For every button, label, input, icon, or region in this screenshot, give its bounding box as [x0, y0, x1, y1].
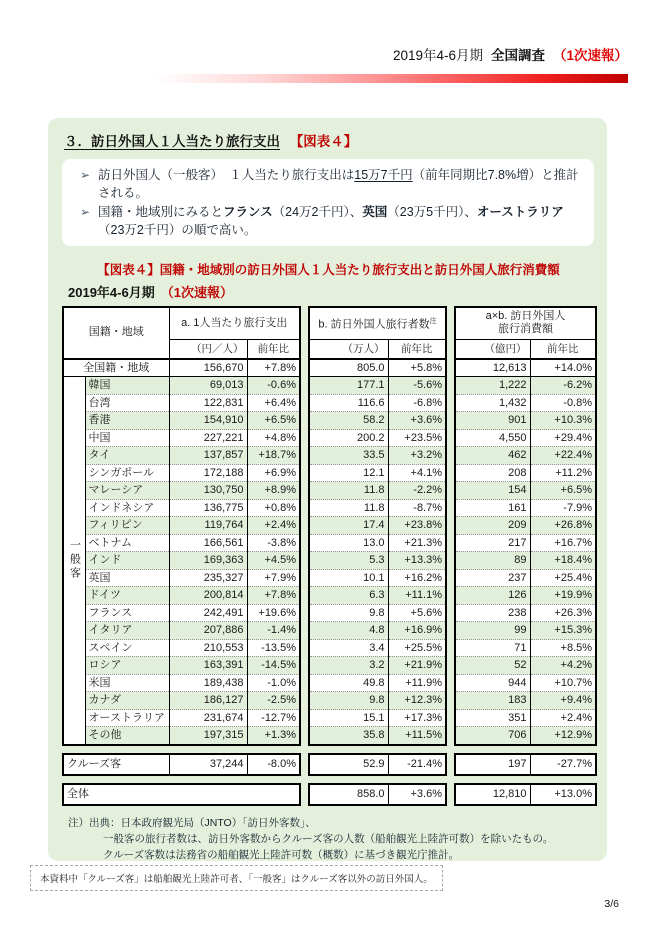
summary-box — [62, 159, 594, 246]
row-label: フィリピン — [85, 517, 169, 535]
a-yoy: -2.5% — [247, 692, 300, 710]
summary-bullet-2 — [72, 203, 582, 239]
ab-value: 944 — [455, 674, 530, 692]
b-yoy: +13.3% — [388, 552, 446, 570]
bullet-2-country-1: フランス — [223, 205, 273, 219]
header-ab-line1: a×b. 訪日外国人 — [485, 310, 566, 323]
a-value: 235,327 — [169, 569, 247, 587]
ab-value: 197 — [455, 754, 530, 775]
bullet-2-text — [98, 203, 582, 239]
ab-yoy: +22.4% — [530, 447, 596, 465]
ab-yoy: +8.5% — [530, 639, 596, 657]
ab-yoy: +13.0% — [530, 784, 596, 805]
ab-yoy: +18.4% — [530, 552, 596, 570]
ab-value: 161 — [455, 499, 530, 517]
row-label: 全国籍・地域 — [63, 359, 169, 377]
spending-table — [62, 306, 597, 746]
ab-yoy: +11.2% — [530, 464, 596, 482]
table-row — [63, 464, 596, 482]
row-label: 英国 — [85, 569, 169, 587]
ab-value: 12,810 — [455, 784, 530, 805]
b-value: 11.8 — [309, 499, 388, 517]
row-label: ベトナム — [85, 534, 169, 552]
b-yoy: +12.3% — [388, 692, 446, 710]
b-value: 17.4 — [309, 517, 388, 535]
ab-value: 901 — [455, 412, 530, 430]
ab-value: 209 — [455, 517, 530, 535]
b-value: 3.4 — [309, 639, 388, 657]
row-label: 中国 — [85, 429, 169, 447]
a-value: 210,553 — [169, 639, 247, 657]
a-value: 186,127 — [169, 692, 247, 710]
row-label: オーストラリア — [85, 709, 169, 727]
b-yoy: -6.8% — [388, 394, 446, 412]
header-ab-line2: 旅行消費額 — [498, 323, 554, 336]
b-value: 200.2 — [309, 429, 388, 447]
ab-yoy: -0.8% — [530, 394, 596, 412]
ab-value: 1,222 — [455, 377, 530, 395]
b-value: 9.8 — [309, 692, 388, 710]
b-yoy: +3.6% — [388, 784, 446, 805]
table-row — [63, 482, 596, 500]
note-line-1: 注）出典：日本政府観光局（JNTO）「訪日外客数」、 — [68, 816, 316, 829]
b-value: 9.8 — [309, 604, 388, 622]
unit-ab: （億円） — [455, 339, 530, 359]
ab-yoy: +25.4% — [530, 569, 596, 587]
header-period: 2019年4-6月期 — [392, 48, 483, 63]
a-value: 227,221 — [169, 429, 247, 447]
ab-yoy: +16.7% — [530, 534, 596, 552]
bullet-2-country-2: 英国 — [362, 205, 388, 219]
a-value: 130,750 — [169, 482, 247, 500]
row-label: マレーシア — [85, 482, 169, 500]
a-yoy: +7.8% — [247, 359, 300, 377]
b-value: 52.9 — [309, 754, 388, 775]
ab-value: 217 — [455, 534, 530, 552]
a-yoy: +8.9% — [247, 482, 300, 500]
visitor-group-strip — [63, 377, 85, 745]
section-panel — [48, 118, 607, 861]
b-value: 6.3 — [309, 587, 388, 605]
ab-value: 126 — [455, 587, 530, 605]
total-row-table — [62, 783, 597, 806]
ab-yoy: +26.3% — [530, 604, 596, 622]
table-row — [63, 709, 596, 727]
table-row — [63, 674, 596, 692]
ab-value: 351 — [455, 709, 530, 727]
ab-value: 462 — [455, 447, 530, 465]
b-value: 49.8 — [309, 674, 388, 692]
bullet-2-country-3: オーストラリア — [476, 205, 564, 219]
row-label: ロシア — [85, 657, 169, 675]
column-gap — [446, 784, 455, 805]
unit-a: （円／人） — [169, 339, 247, 359]
arrow-bullet-icon: ➢ — [79, 205, 91, 219]
row-label: シンガポール — [85, 464, 169, 482]
table-row — [63, 499, 596, 517]
header-ab — [455, 307, 596, 339]
summary-bullet-1 — [72, 166, 582, 202]
a-yoy: +7.9% — [247, 569, 300, 587]
b-yoy: -8.7% — [388, 499, 446, 517]
header-b-text: b. 訪日外国人旅行者数 — [318, 318, 430, 331]
section-title-text: ３．訪日外国人１人当たり旅行支出 — [64, 134, 280, 149]
b-yoy: +5.6% — [388, 604, 446, 622]
a-value: 166,561 — [169, 534, 247, 552]
b-value: 12.1 — [309, 464, 388, 482]
row-label: フランス — [85, 604, 169, 622]
b-yoy: +23.5% — [388, 429, 446, 447]
table-row — [63, 727, 596, 745]
definition-note-box: 本資料中「クルーズ客」は船舶観光上陸許可者、「一般客」はクルーズ客以外の訪日外国人。 — [30, 865, 443, 891]
row-label: その他 — [85, 727, 169, 745]
b-value: 33.5 — [309, 447, 388, 465]
row-label: 全体 — [63, 784, 300, 805]
header-a: a. 1人当たり旅行支出 — [169, 307, 300, 339]
b-value: 805.0 — [309, 359, 388, 377]
ab-yoy: +4.2% — [530, 657, 596, 675]
ab-yoy: -27.7% — [530, 754, 596, 775]
a-yoy: +6.5% — [247, 412, 300, 430]
a-yoy: +0.8% — [247, 499, 300, 517]
total-row — [63, 784, 596, 805]
row-label: カナダ — [85, 692, 169, 710]
ab-yoy: +12.9% — [530, 727, 596, 745]
a-value: 154,910 — [169, 412, 247, 430]
table-row — [63, 622, 596, 640]
row-label: 韓国 — [85, 377, 169, 395]
b-yoy: +21.3% — [388, 534, 446, 552]
a-yoy: +19.6% — [247, 604, 300, 622]
visitor-group-label: 一般客 — [68, 539, 81, 582]
row-label: インド — [85, 552, 169, 570]
row-label: 台湾 — [85, 394, 169, 412]
a-yoy: +6.9% — [247, 464, 300, 482]
row-label: イタリア — [85, 622, 169, 640]
a-value: 137,857 — [169, 447, 247, 465]
ab-yoy: -7.9% — [530, 499, 596, 517]
ab-value: 1,432 — [455, 394, 530, 412]
ab-yoy: +15.3% — [530, 622, 596, 640]
a-value: 231,674 — [169, 709, 247, 727]
a-value: 242,491 — [169, 604, 247, 622]
b-value: 858.0 — [309, 784, 388, 805]
yoy-header-b: 前年比 — [388, 339, 446, 359]
ab-value: 208 — [455, 464, 530, 482]
b-yoy: +11.1% — [388, 587, 446, 605]
b-value: 5.3 — [309, 552, 388, 570]
ab-yoy: +9.4% — [530, 692, 596, 710]
figure-subtitle — [68, 282, 595, 301]
table-row — [63, 377, 596, 395]
bullet-1-pre: 訪日外国人（一般客） １人当たり旅行支出は — [98, 168, 355, 182]
b-value: 11.8 — [309, 482, 388, 500]
bullet-2-s4: （23万2千円）の順で高い。 — [98, 223, 257, 237]
red-gradient-rule — [155, 74, 628, 83]
header-survey: 全国調査 — [490, 48, 545, 63]
table-row — [63, 692, 596, 710]
bullet-1-text — [98, 166, 582, 202]
a-value: 69,013 — [169, 377, 247, 395]
b-value: 13.0 — [309, 534, 388, 552]
ab-yoy: +2.4% — [530, 709, 596, 727]
b-yoy: -2.2% — [388, 482, 446, 500]
row-label: 米国 — [85, 674, 169, 692]
a-yoy: +6.4% — [247, 394, 300, 412]
b-value: 58.2 — [309, 412, 388, 430]
column-gap — [446, 307, 455, 745]
a-yoy: -0.6% — [247, 377, 300, 395]
figure-period: 2019年4-6月期 — [68, 285, 155, 300]
bullet-2-s3: （23万5千円）、 — [387, 205, 477, 219]
header-b — [309, 307, 446, 339]
b-value: 4.8 — [309, 622, 388, 640]
a-value: 197,315 — [169, 727, 247, 745]
ab-yoy: +10.3% — [530, 412, 596, 430]
ab-yoy: +19.9% — [530, 587, 596, 605]
a-yoy: -12.7% — [247, 709, 300, 727]
section-figure-ref: 【図表４】 — [289, 134, 358, 149]
a-yoy: +18.7% — [247, 447, 300, 465]
row-label: クルーズ客 — [63, 754, 169, 775]
unit-b: （万人） — [309, 339, 388, 359]
column-gap — [300, 307, 309, 745]
row-label: インドネシア — [85, 499, 169, 517]
b-value: 3.2 — [309, 657, 388, 675]
table-row — [63, 394, 596, 412]
column-gap — [300, 754, 309, 775]
bullet-2-s2: （24万2千円）、 — [272, 205, 363, 219]
note-line-2: 一般客の旅行者数は、訪日外客数からクルーズ客の人数（船舶観光上陸許可数）を除いたもの。 — [103, 832, 554, 845]
b-value: 116.6 — [309, 394, 388, 412]
a-value: 119,764 — [169, 517, 247, 535]
table-row — [63, 412, 596, 430]
table-row — [63, 552, 596, 570]
a-yoy: +1.3% — [247, 727, 300, 745]
bullet-1-post: （前年同期比7.8%増）と推計される。 — [98, 168, 579, 200]
b-value: 177.1 — [309, 377, 388, 395]
b-yoy: +5.8% — [388, 359, 446, 377]
b-yoy: +3.2% — [388, 447, 446, 465]
header-bulletin: （1次速報） — [552, 48, 628, 63]
ab-value: 71 — [455, 639, 530, 657]
cruise-row — [63, 754, 596, 775]
a-value: 172,188 — [169, 464, 247, 482]
b-yoy: -5.6% — [388, 377, 446, 395]
arrow-bullet-icon: ➢ — [79, 168, 91, 182]
ab-value: 183 — [455, 692, 530, 710]
ab-value: 52 — [455, 657, 530, 675]
ab-yoy: +14.0% — [530, 359, 596, 377]
ab-yoy: +6.5% — [530, 482, 596, 500]
b-value: 35.8 — [309, 727, 388, 745]
yoy-header-a: 前年比 — [247, 339, 300, 359]
b-yoy: +11.5% — [388, 727, 446, 745]
bullet-2-s1: 国籍・地域別にみると — [98, 205, 224, 219]
header-b-note-mark: 注 — [429, 317, 437, 325]
table-row — [63, 447, 596, 465]
b-yoy: +21.9% — [388, 657, 446, 675]
b-yoy: +16.2% — [388, 569, 446, 587]
table-row — [63, 604, 596, 622]
ab-yoy: +10.7% — [530, 674, 596, 692]
ab-value: 706 — [455, 727, 530, 745]
a-yoy: -1.0% — [247, 674, 300, 692]
a-value: 136,775 — [169, 499, 247, 517]
a-value: 189,438 — [169, 674, 247, 692]
table-row — [63, 359, 596, 377]
figure-bulletin: （1次速報） — [160, 285, 233, 300]
b-yoy: +23.8% — [388, 517, 446, 535]
ab-yoy: +26.8% — [530, 517, 596, 535]
bullet-1-underlined: 15万7千円 — [354, 168, 413, 182]
a-value: 37,244 — [169, 754, 247, 775]
row-label: 香港 — [85, 412, 169, 430]
ab-value: 12,613 — [455, 359, 530, 377]
ab-value: 4,550 — [455, 429, 530, 447]
figure-title: 【図表４】国籍・地域別の訪日外国人１人当たり旅行支出と訪日外国人旅行消費額 — [97, 263, 560, 277]
a-yoy: -13.5% — [247, 639, 300, 657]
table-row — [63, 639, 596, 657]
header-region: 国籍・地域 — [63, 307, 169, 359]
table-row — [63, 534, 596, 552]
ab-value: 238 — [455, 604, 530, 622]
note-line-3: クルーズ客数は法務省の船舶観光上陸許可数（概数）に基づき観光庁推計。 — [103, 848, 460, 861]
column-gap — [300, 784, 309, 805]
b-yoy: +4.1% — [388, 464, 446, 482]
ab-value: 99 — [455, 622, 530, 640]
row-label: ドイツ — [85, 587, 169, 605]
column-gap — [446, 754, 455, 775]
a-yoy: -14.5% — [247, 657, 300, 675]
document-header — [393, 44, 628, 64]
a-value: 200,814 — [169, 587, 247, 605]
table-row — [63, 587, 596, 605]
a-value: 169,363 — [169, 552, 247, 570]
ab-value: 154 — [455, 482, 530, 500]
a-yoy: -1.4% — [247, 622, 300, 640]
table-notes — [68, 815, 595, 863]
ab-value: 237 — [455, 569, 530, 587]
yoy-header-ab: 前年比 — [530, 339, 596, 359]
table-row — [63, 429, 596, 447]
page-number: 3/6 — [604, 898, 619, 910]
ab-yoy: +29.4% — [530, 429, 596, 447]
ab-yoy: -6.2% — [530, 377, 596, 395]
a-yoy: +2.4% — [247, 517, 300, 535]
b-yoy: -21.4% — [388, 754, 446, 775]
b-value: 15.1 — [309, 709, 388, 727]
table-row — [63, 517, 596, 535]
b-value: 10.1 — [309, 569, 388, 587]
section-title — [64, 130, 595, 150]
b-yoy: +25.5% — [388, 639, 446, 657]
a-yoy: -3.8% — [247, 534, 300, 552]
b-yoy: +3.6% — [388, 412, 446, 430]
a-value: 156,670 — [169, 359, 247, 377]
table-header-row — [63, 307, 596, 339]
a-value: 207,886 — [169, 622, 247, 640]
cruise-row-table — [62, 753, 597, 776]
table-row — [63, 657, 596, 675]
ab-value: 89 — [455, 552, 530, 570]
a-value: 163,391 — [169, 657, 247, 675]
b-yoy: +17.3% — [388, 709, 446, 727]
a-yoy: +7.8% — [247, 587, 300, 605]
row-label: タイ — [85, 447, 169, 465]
a-yoy: -8.0% — [247, 754, 300, 775]
table-row — [63, 569, 596, 587]
a-yoy: +4.5% — [247, 552, 300, 570]
b-yoy: +11.9% — [388, 674, 446, 692]
row-label: スペイン — [85, 639, 169, 657]
b-yoy: +16.9% — [388, 622, 446, 640]
a-yoy: +4.8% — [247, 429, 300, 447]
a-value: 122,831 — [169, 394, 247, 412]
